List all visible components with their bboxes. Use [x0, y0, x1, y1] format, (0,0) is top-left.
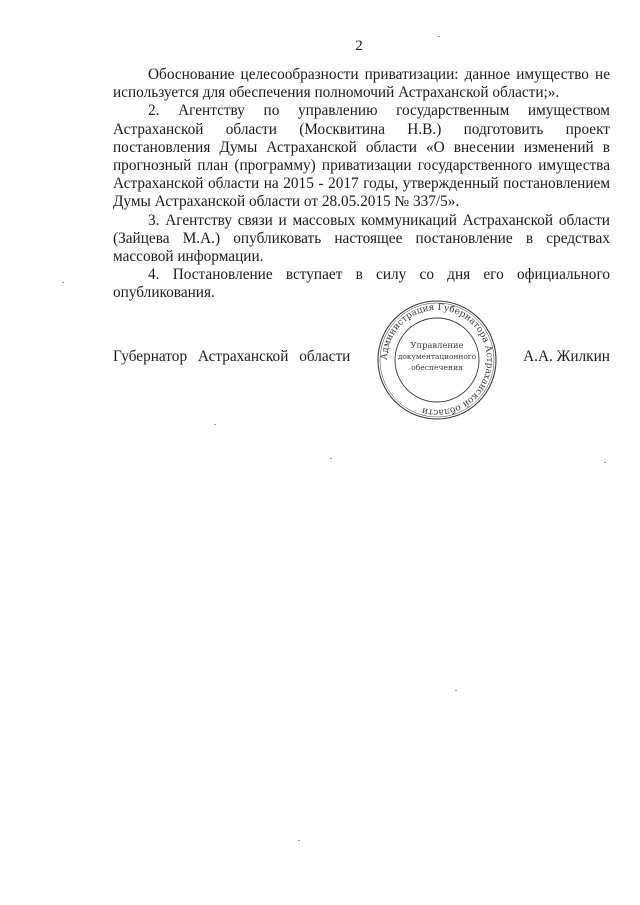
scan-speck	[214, 424, 216, 425]
stamp-inner-line-3: обеспечения	[411, 363, 463, 372]
paragraph-item-4: 4. Постановление вступает в силу со дня его официального опубликования.	[113, 266, 610, 302]
paragraph-item-2: 2. Агентству по управлению государственным имуществом Астраханской области (Москвитина Н.В.) подготовить проект постановления Думы Астраханской области «О внесении изменений в прогнозный план (программу) приватизации государственного имущества Астраханской области на 2015 - 2017 годы, утвержденный постановлением Думы Астраханской области от 28.05.2015 № 337/5».	[113, 102, 610, 211]
scan-speck	[455, 690, 457, 691]
scan-speck	[298, 840, 300, 841]
scan-speck	[604, 462, 606, 463]
signer-title: Губернатор Астраханской области	[113, 348, 351, 365]
stamp-seal-graphic	[375, 298, 499, 422]
paragraph-item-3: 3. Агентству связи и массовых коммуникаций Астраханской области (Зайцева М.А.) опубликовать настоящее постановление в средствах массовой информации.	[113, 211, 610, 266]
stamp-inner-line-2: документационного	[397, 352, 477, 361]
signer-name: А.А. Жилкин	[523, 348, 610, 365]
stamp-ring-text: Администрация Губернатора Астраханской области	[379, 302, 495, 418]
document-body	[113, 66, 610, 303]
stamp-inner-line-1: Управление	[410, 340, 464, 350]
scan-speck	[62, 282, 64, 283]
scan-speck	[330, 458, 332, 459]
paragraph-privatization-rationale: Обоснование целесообразности приватизации: данное имущество не используется для обеспечения полномочий Астраханской области;».	[113, 66, 610, 102]
page-number: 2	[355, 38, 363, 54]
scan-speck	[438, 36, 440, 37]
official-stamp	[375, 298, 499, 422]
